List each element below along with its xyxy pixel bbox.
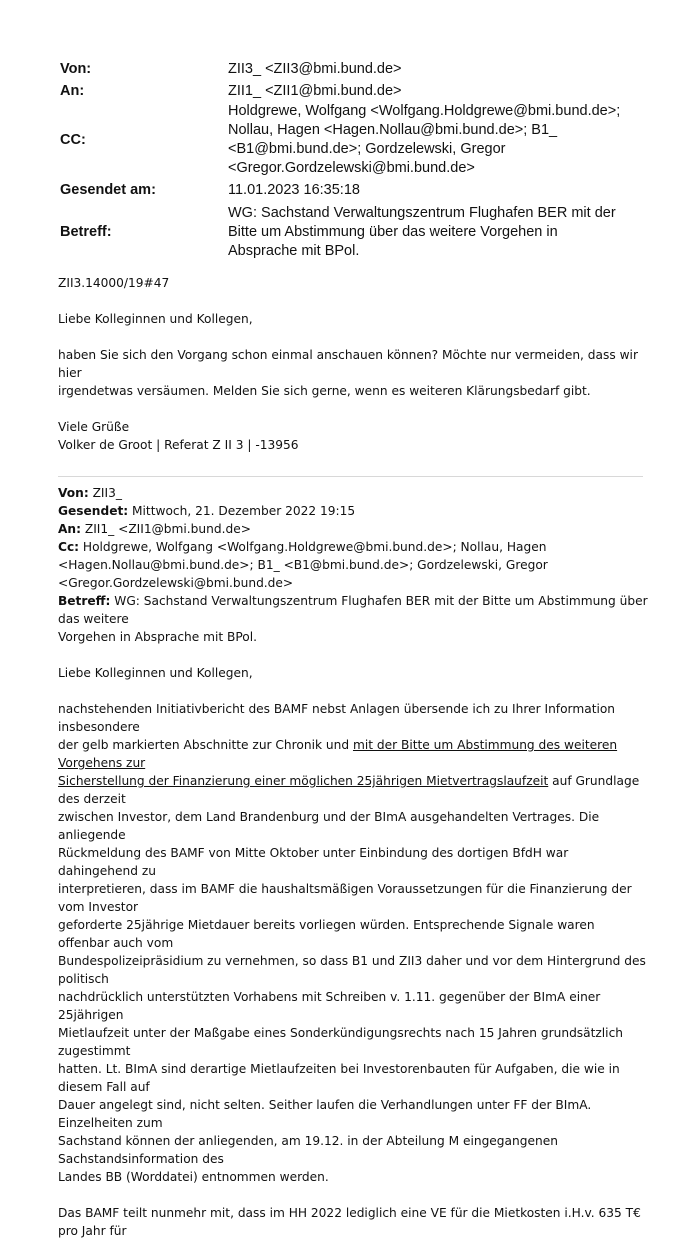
header-to-row	[60, 80, 660, 102]
quoted-greeting: Liebe Kolleginnen und Kollegen,	[58, 666, 253, 680]
quoted-from-row	[58, 484, 648, 502]
paragraph-line: nachstehenden Initiativbericht des BAMF nebst Anlagen übersende ich zu Ihrer Information insbesondere	[58, 702, 616, 734]
header-cc-line: <Gregor.Gordzelewski@bmi.bund.de>	[228, 160, 475, 176]
paragraph-line: nachdrücklich unterstützten Vorhabens mit Schreiben v. 1.11. gegenüber der BImA einer 25jährigen	[58, 990, 601, 1022]
greeting: Liebe Kolleginnen und Kollegen,	[58, 312, 253, 326]
quoted-cc-line: <Gregor.Gordzelewski@bmi.bund.de>	[58, 576, 294, 590]
quoted-subject-label: Betreff:	[58, 594, 111, 608]
header-subject-line: Bitte um Abstimmung über das weitere Vorgehen in	[228, 223, 558, 240]
header-from-row	[60, 58, 660, 80]
quoted-cc-row	[58, 538, 648, 556]
quoted-from-label: Von:	[58, 486, 89, 500]
paragraph-line: interpretieren, dass im BAMF die haushaltsmäßigen Voraussetzungen für die Finanzierung der vom Investor	[58, 882, 632, 914]
paragraph-text: der gelb markierten Abschnitte zur Chronik und	[58, 738, 353, 752]
underlined-request: Sicherstellung der Finanzierung einer möglichen 25jährigen Mietvertragslaufzeit	[58, 774, 549, 788]
header-cc-line: <B1@bmi.bund.de>; Gordzelewski, Gregor	[228, 141, 506, 157]
paragraph-line	[58, 736, 648, 772]
header-sent-label: Gesendet am:	[60, 181, 156, 198]
paragraph-line: Sachstand können der anliegenden, am 19.12. in der Abteilung M eingegangenen Sachstandsinformation des	[58, 1134, 558, 1166]
paragraph-text: auf Grundlage des derzeit	[58, 774, 640, 806]
quote-divider	[58, 476, 643, 477]
quoted-to-row	[58, 520, 648, 538]
quoted-subject-line: Vorgehen in Absprache mit BPol.	[58, 630, 258, 644]
header-subject-line: Absprache mit BPol.	[228, 242, 360, 259]
paragraph-line: geforderte 25jährige Mietdauer bereits vorliegen würden. Entsprechende Signale waren offenbar auch vom	[58, 918, 595, 950]
paragraph-line: Landes BB (Worddatei) entnommen werden.	[58, 1170, 329, 1184]
header-from-value: ZII3_ <ZII3@bmi.bund.de>	[228, 60, 402, 77]
underlined-request: mit der Bitte um Abstimmung des weiteren Vorgehens zur	[58, 738, 618, 770]
quoted-subject-row	[58, 592, 648, 628]
quoted-cc-label: Cc:	[58, 540, 80, 554]
header-cc-label: CC:	[60, 131, 86, 148]
header-subject-value	[228, 204, 660, 261]
header-to-value: ZII1_ <ZII1@bmi.bund.de>	[228, 82, 402, 99]
header-sent-value: 11.01.2023 16:35:18	[228, 181, 360, 198]
header-cc-value	[228, 102, 660, 178]
quoted-sent-label: Gesendet:	[58, 504, 129, 518]
header-subject-line: WG: Sachstand Verwaltungszentrum Flughafen BER mit der	[228, 204, 616, 221]
quoted-subject-value: WG: Sachstand Verwaltungszentrum Flughafen BER mit der Bitte um Abstimmung über das weitere	[58, 594, 648, 626]
paragraph-line	[58, 772, 648, 808]
quoted-sent-row	[58, 502, 648, 520]
header-to-label: An:	[60, 82, 85, 99]
header-cc-row	[60, 102, 660, 178]
header-sent-row	[60, 178, 660, 202]
closing: Viele Grüße	[58, 420, 130, 434]
paragraph-line: Das BAMF teilt nunmehr mit, dass im HH 2022 lediglich eine VE für die Mietkosten i.H.v. 635 T€ pro Jahr für	[58, 1206, 641, 1238]
message-body	[58, 274, 648, 454]
quoted-cc-value: Holdgrewe, Wolfgang <Wolfgang.Holdgrewe@bmi.bund.de>; Nollau, Hagen	[79, 540, 547, 554]
header-from-label: Von:	[60, 60, 92, 77]
paragraph-line: hatten. Lt. BImA sind derartige Mietlaufzeiten bei Investorenbauten für Aufgaben, die wie in diesem Fall auf	[58, 1062, 620, 1094]
header-subject-label: Betreff:	[60, 223, 112, 240]
quoted-message	[58, 484, 648, 1240]
paragraph-line: Rückmeldung des BAMF von Mitte Oktober unter Einbindung des dortigen BfdH war dahingehend zu	[58, 846, 569, 878]
quoted-sent-value: Mittwoch, 21. Dezember 2022 19:15	[128, 504, 356, 518]
paragraph-line: zwischen Investor, dem Land Brandenburg und der BImA ausgehandelten Vertrages. Die anliegende	[58, 810, 600, 842]
quoted-cc-line: <Hagen.Nollau@bmi.bund.de>; B1_ <B1@bmi.bund.de>; Gordzelewski, Gregor	[58, 558, 548, 572]
email-header	[60, 58, 660, 262]
reference-number: ZII3.14000/19#47	[58, 276, 170, 290]
quoted-to-value: ZII1_ <ZII1@bmi.bund.de>	[80, 522, 251, 536]
body-line: irgendetwas versäumen. Melden Sie sich gerne, wenn es weiteren Klärungsbedarf gibt.	[58, 384, 591, 398]
paragraph-line: Dauer angelegt sind, nicht selten. Seither laufen die Verhandlungen unter FF der BImA. Einzelheiten zum	[58, 1098, 592, 1130]
body-line: haben Sie sich den Vorgang schon einmal anschauen können? Möchte nur vermeiden, dass wir hier	[58, 348, 638, 380]
quoted-from-value: ZII3_	[88, 486, 122, 500]
header-cc-line: Nollau, Hagen <Hagen.Nollau@bmi.bund.de>; B1_	[228, 122, 558, 138]
paragraph-line: Bundespolizeipräsidium zu vernehmen, so dass B1 und ZII3 daher und vor dem Hintergrund des politisch	[58, 954, 646, 986]
header-subject-row	[60, 202, 660, 262]
quoted-to-label: An:	[58, 522, 81, 536]
signature: Volker de Groot | Referat Z II 3 | -13956	[58, 438, 299, 452]
header-cc-line: Holdgrewe, Wolfgang <Wolfgang.Holdgrewe@bmi.bund.de>;	[228, 103, 621, 119]
paragraph-line: Mietlaufzeit unter der Maßgabe eines Sonderkündigungsrechts nach 15 Jahren grundsätzlich zugestimmt	[58, 1026, 623, 1058]
